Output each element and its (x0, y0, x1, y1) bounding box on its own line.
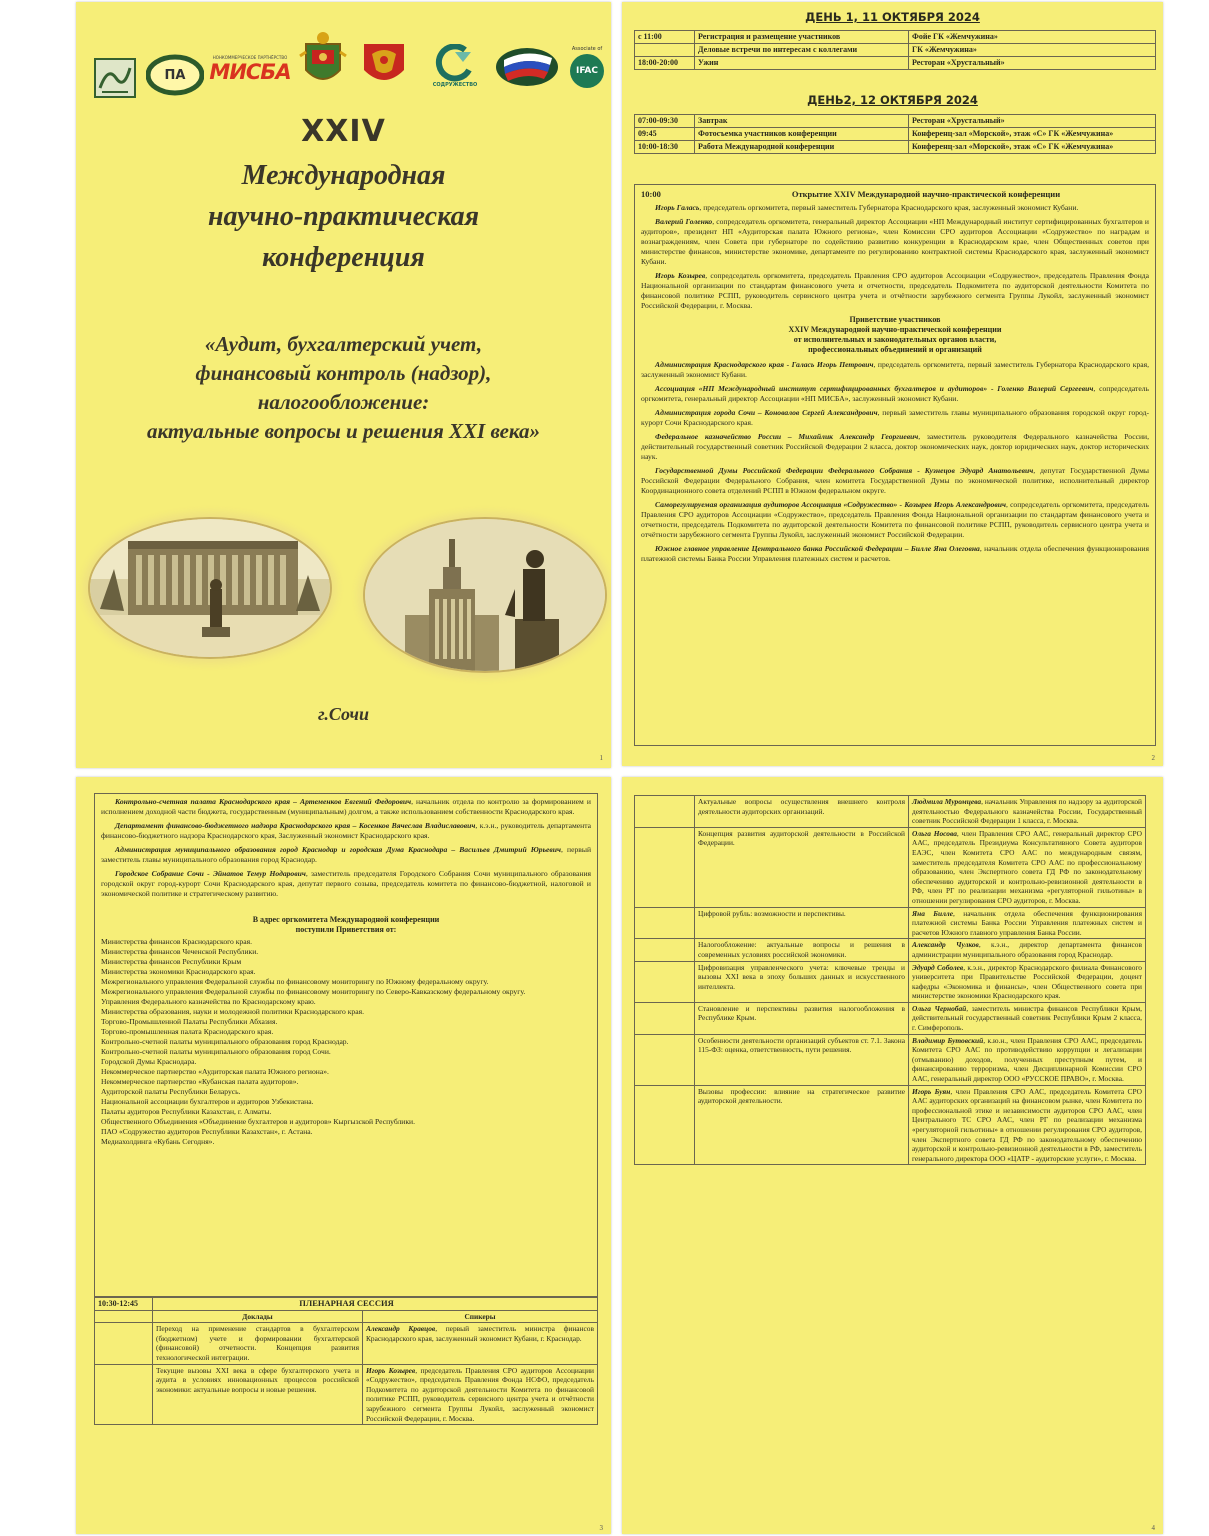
table-row (635, 827, 1146, 907)
time-cell: с 11:00 (635, 31, 695, 44)
opening-block (634, 184, 1156, 746)
sodruzhestvo-logo-text: СОДРУЖЕСТВО (432, 82, 478, 88)
day1-heading: ДЕНЬ 1, 11 ОКТЯБРЯ 2024 (805, 10, 980, 24)
address-list-item: Министерства образования, науки и молодежной политики Краснодарского края. (101, 1007, 364, 1016)
report-topic: Переход на применение стандартов в бухгалтерском (бюджетном) учете и формировании бухгалтерской (финансовой) отчетности. Концепция развития технологической интеграции. (153, 1323, 363, 1364)
report-topic: Цифровизация управленческого учета: ключевые тренды и вызовы XXI века в эпоху больших данных и искусственного интеллекта. (695, 961, 909, 1002)
building-photo-right (363, 517, 607, 673)
address-list-item: Некоммерческое партнерство «Кубанская палата аудиторов». (101, 1077, 299, 1086)
event-cell: Деловые встречи по интересам с коллегами (695, 44, 909, 57)
fund-logo (94, 58, 136, 98)
building-photo-left (88, 517, 332, 659)
opening-time: 10:00 (641, 189, 661, 199)
place-cell: Ресторан «Хрустальный» (909, 57, 1156, 70)
greeting-item: Администрация муниципального образования город Краснодар и городская Дума Краснодара – Васильев Дмитрий Юрьевич, первый заместитель главы муниципального образования город Краснодар. (101, 845, 592, 864)
page-number: 3 (599, 1524, 603, 1532)
russian-flag-emblem-icon (494, 46, 560, 88)
table-row (635, 939, 1146, 961)
report-topic: Становление и перспективы развития налогообложения в Республике Крым. (695, 1002, 909, 1034)
address-list-item: Национальной ассоциации бухгалтеров и аудиторов Узбекистана. (101, 1097, 314, 1106)
title-line-3: конференция (262, 242, 425, 273)
day2-heading: ДЕНЬ2, 12 ОКТЯБРЯ 2024 (807, 93, 978, 107)
address-list-item: Торгово-Промышленной Палаты Республики Абхазия. (101, 1017, 278, 1026)
time-cell (635, 44, 695, 57)
ifac-logo-text: IFAC (575, 66, 599, 76)
address-list-item: Некоммерческое партнерство «Аудиторская палата Южного региона». (101, 1067, 329, 1076)
russia-coat-of-arms-icon (358, 36, 410, 92)
greeting-item: Департамент финансово-бюджетного надзора Краснодарского края – Косенков Вячеслав Владиславович, к.э.н., руководитель департамента финансово-бюджетного надзора Краснодарского края, Заслуженный экономист Краснодарского края. (101, 821, 591, 840)
greeting-item: Государственной Думы Российской Федерации Федерального Собрания - Кузнецов Эдуард Анатольевич, депутат Государственной Думы Российской Федерации Федерального Собрания, член комитета Государственной Думы по экономической политике, исполнительный директор Координационного совета отделений РСПП в Южном федеральном округе. (641, 466, 1149, 495)
address-list-item: Общественного Объединения «Объединение бухгалтеров и аудиторов» Кыргызской Республики. (101, 1117, 416, 1126)
address-title-1: В адрес оргкомитета Международной конференции (252, 915, 440, 924)
address-list-item: Контрольно-счетной палаты муниципального образования город Сочи. (101, 1047, 331, 1056)
opening-speaker-2: Валерий Голенко, сопредседатель оргкомитета, генеральный директор Ассоциации «НП Международный институт сертифицированных бухгалтеров и аудиторов», президент НП «Аудиторская палата Южного региона», член Комиссии СРО аудиторов Ассоциации «Содружество» по наградам и вознаграждениям, член Совета при губернаторе по содействию развитию конкуренции в Краснодарском крае, член Общественных советов при министерстве финансов, министерстве экономике, департаменте по регулированию контрактной системы Краснодарского края, заслуженный экономист Кубани. (641, 217, 1149, 266)
table-row (635, 31, 1156, 44)
title-line-2: научно-практическая (207, 201, 480, 232)
speaker-info: Эдуард Соболев, к.э.н., директор Краснодарского филиала Финансового университета при Правительстве Российской Федерации, доцент кафедры «Экономика и финансы», член Общественного совета при министерстве экономики Краснодарского края. (909, 961, 1146, 1002)
opening-speaker-1: Игорь Галась, председатель оргкомитета, первый заместитель Губернатора Краснодарского края, заслуженный экономист Кубани. (655, 203, 1079, 212)
place-cell: ГК «Жемчужина» (909, 44, 1156, 57)
page-number: 1 (599, 754, 603, 762)
table-row (635, 1034, 1146, 1085)
misba-logo-text: МИСБА (209, 59, 291, 84)
greeting-item: Администрация города Сочи – Коновалов Сергей Александрович, первый заместитель главы муниципального образования городской округ город-курорт Сочи Краснодарского края. (641, 408, 1149, 427)
time-cell: 18:00-20:00 (635, 57, 695, 70)
speaker-info: Игорь Козырев, председатель Правления СРО аудиторов Ассоциации «Содружество», председатель Правления Фонда НСФО, председатель Подкомитета по аудиторской деятельности Комитета по финансовой политике РСПП, руководитель сервисного центра учета и отчётности зарубежного сегмента Группы Лукойл, заслуженный экономист Российской Федерации, г. Москва. (363, 1364, 598, 1425)
address-list-item: Межрегионального управления Федеральной службы по финансовому мониторингу по Южному федеральному округу. (101, 977, 489, 986)
report-topic: Налогообложение: актуальные вопросы и решения в современных условиях российской экономики. (695, 939, 909, 961)
address-list (101, 937, 591, 1147)
misba-logo (210, 42, 290, 96)
page-number: 4 (1151, 1524, 1155, 1532)
address-list-item: Медиахолдинга «Кубань Сегодня». (101, 1137, 215, 1146)
col-reports: Доклады (153, 1310, 363, 1323)
ifac-badge-icon (570, 54, 604, 88)
speaker-info: Яна Билле, начальник отдела обеспечения функционирования платежной системы Банка России Управления платежных систем и расчетов Южного главного управления Банка России. (909, 907, 1146, 939)
place-cell: Ресторан «Хрустальный» (909, 115, 1156, 128)
address-list-item: Контрольно-счетной палаты муниципального образования город Краснодар. (101, 1037, 349, 1046)
program-page-4 (622, 777, 1163, 1534)
speaker-info: Александр Чулков, к.э.н., директор департамента финансов администрации муниципального образования город Краснодар. (909, 939, 1146, 961)
opening-speaker-3: Игорь Козырев, сопредседатель оргкомитета, председатель Правления СРО аудиторов Ассоциации «Содружество», председатель Правления Фонда Национальной организации по стандартам финансового учета и отчетности, председатель Подкомитета по аудиторской деятельности Комитета по финансовой политике РСПП, руководитель сервисного центра учета и отчётности зарубежного сегмента Группы Лукойл, заслуженный экономист Российской Федерации, г. Москва. (641, 271, 1149, 310)
table-row (635, 115, 1156, 128)
speaker-info: Владимир Бутовский, к.ю.н., член Правления СРО ААС, председатель Комитета СРО ААС по противодействию коррупции и легализации (отмыванию) доходов, полученных преступным путем, и финансированию терроризма, член Дисциплинарной Комиссии СРО ААС, генеральный директор ООО «РУССКОЕ ПРАВО», г. Москва. (909, 1034, 1146, 1085)
greeting-item: Контрольно-счетная палата Краснодарского края – Артеменков Евгений Федорович, начальник отдела по контролю за формированием и исполнением доходной части бюджета, государственным (муниципальным) долгом, а также использованием собственности Краснодарского края. (101, 797, 591, 816)
greeting-title-1: Приветствие участников (849, 315, 941, 324)
table-row (635, 1085, 1146, 1165)
table-row (635, 1002, 1146, 1034)
misba-caption: НОНКОММЕРЧЕСКОЕ ПАРТНЁРСТВО (212, 54, 288, 60)
table-row (95, 1364, 598, 1425)
program-page-2 (622, 2, 1163, 766)
time-cell: 07:00-09:30 (635, 115, 695, 128)
table-row (635, 961, 1146, 1002)
table-row (635, 57, 1156, 70)
program-page-3 (76, 777, 611, 1534)
address-list-item: Городской Думы Краснодара. (101, 1057, 197, 1066)
edition-number: XXIV (301, 114, 386, 149)
session-header-row (95, 1298, 598, 1311)
event-cell: Ужин (695, 57, 909, 70)
report-topic: Особенности деятельности организаций субъектов ст. 7.1. Закона 115-ФЗ: оценка, ответственность, пути решения. (695, 1034, 909, 1085)
greeting-item: Администрация Краснодарского края - Галась Игорь Петрович, председатель оргкомитета, первый заместитель Губернатора Краснодарского края, заслуженный экономист Кубани. (641, 360, 1149, 379)
greeting-title-2: XXIV Международной научно-практической конференции (788, 325, 1002, 334)
session-title: ПЛЕНАРНАЯ СЕССИЯ (153, 1298, 598, 1311)
report-topic: Актуальные вопросы осуществления внешнего контроля деятельности аудиторских организаций. (695, 796, 909, 828)
greeting-item: Саморегулируемая организация аудиторов Ассоциация «Содружество» - Козырев Игорь Александрович, сопредседатель оргкомитета, председатель Правления СРО аудиторов Ассоциации «Содружество», председатель Правления Фонда Национальной организации по стандартам финансового учета и отчетности, председатель Подкомитета по аудиторской деятельности Комитета по финансовой политике РСПП, руководитель сервисного центра учета и отчётности зарубежного сегмента Группы Лукойл, заслуженный экономист Российской Федерации. (641, 500, 1149, 539)
krasnodar-coat-of-arms-icon (298, 30, 348, 92)
address-list-item: Министерства финансов Краснодарского края. (101, 937, 252, 946)
address-list-item: ПАО «Содружество аудиторов Республики Казахстан», г. Астана. (101, 1127, 313, 1136)
address-title-2: поступили Приветствия от: (295, 925, 397, 934)
table-row (635, 907, 1146, 939)
address-list-item: Палаты аудиторов Республики Казахстан, г. Алматы. (101, 1107, 272, 1116)
subtitle-line-1: «Аудит, бухгалтерский учет, (204, 332, 483, 356)
address-list-item: Министерства финансов Чеченской Республики. (101, 947, 259, 956)
report-topic: Текущие вызовы XXI века в сфере бухгалтерского учета и аудита в условиях инновационных процессов российской экономики: актуальные вопросы и новые решения. (153, 1364, 363, 1425)
time-cell: 09:45 (635, 128, 695, 141)
report-topic: Концепция развития аудиторской деятельности в Российской Федерации. (695, 827, 909, 907)
cover-page (76, 2, 611, 768)
speaker-info: Ольга Носова, член Правления СРО ААС, генеральный директор СРО ААС, председатель Президиума Консультативного Совета аудиторов ЕАЭС, член Комитета СРО ААС по международным связям, заместитель председателя Комитета СРО ААС по профессиональному образованию, член Экспертного совета ГД РФ по законодательному обеспечению аудиторской и контрольно-ревизионной деятельности в РФ, член РГ по реализации механизма «регуляторной гильотины» в отношении регулирования СРО аудиторов, г. Москва. (909, 827, 1146, 907)
speaker-info: Людмила Муромцева, начальник Управления по надзору за аудиторской деятельностью Федерального казначейства России, Государственный советник Российской Федерации 1 класса, г. Москва. (909, 796, 1146, 828)
page-number: 2 (1151, 754, 1155, 762)
time-cell: 10:00-18:30 (635, 141, 695, 154)
plenary-session-table (94, 1297, 598, 1425)
table-row (635, 44, 1156, 57)
pa-logo (146, 54, 204, 96)
logo-row (90, 30, 603, 100)
subtitle-line-2: финансовый контроль (надзор), (195, 361, 492, 385)
table-row (95, 1323, 598, 1364)
report-topic: Вызовы профессии: влияние на стратегическое развитие аудиторской деятельности. (695, 1085, 909, 1165)
ifac-logo (566, 38, 608, 96)
table-row (635, 141, 1156, 154)
report-topic: Цифровой рубль: возможности и перспективы. (695, 907, 909, 939)
greetings-continued-block (94, 793, 598, 1297)
address-list-item: Торгово-промышленная палата Краснодарского края. (101, 1027, 274, 1036)
event-cell: Работа Международной конференции (695, 141, 909, 154)
col-speakers: Спикеры (363, 1310, 598, 1323)
speaker-info: Ольга Чернобай, заместитель министра финансов Республики Крым, действительный государственный советник Республики Крым 2 класса, г. Симферополь. (909, 1002, 1146, 1034)
opening-title: Открытие XXIV Международной научно-практической конференции (791, 189, 1061, 199)
subtitle-line-3: налогообложение: (257, 390, 430, 414)
event-cell: Регистрация и размещение участников (695, 31, 909, 44)
place-cell: Фойе ГК «Жемчужина» (909, 31, 1156, 44)
day1-schedule-table (634, 30, 1156, 70)
greeting-title-3: от исполнительных и законодательных органов власти, (793, 335, 997, 344)
speakers-table-continued (634, 795, 1146, 1165)
column-header-row (95, 1310, 598, 1323)
place-cell: Конференц-зал «Морской», этаж «С» ГК «Жемчужина» (909, 128, 1156, 141)
pa-logo-text: ПА (164, 67, 186, 83)
speaker-info: Игорь Буян, член Правления СРО ААС, председатель Комитета СРО ААС аудиторских организаций на финансовом рынке, член Комитета по профессиональной этике и независимости аудиторов СРО ААС, член Центрального ТС СРО ААС, член РГ по реализации механизма «регуляторной гильотины» в отношении регулирования СРО аудиторов, член Экспертного совета ГД РФ по законодательному обеспечению аудиторской и контрольно-ревизионной деятельности в РФ, заместитель генерального директора ООО «ЦАТР - аудиторские услуги», г. Москва. (909, 1085, 1146, 1165)
table-row (635, 128, 1156, 141)
event-cell: Фотосъемка участников конференции (695, 128, 909, 141)
place-cell: Конференц-зал «Морской», этаж «С» ГК «Жемчужина» (909, 141, 1156, 154)
greeting-item: Южное главное управление Центрального банка Российской Федерации – Билле Яна Олеговна, начальник отдела обеспечения функционирования платежной системы Банка России Управления платежных систем и расчетов. (641, 544, 1149, 563)
event-cell: Завтрак (695, 115, 909, 128)
day2-schedule-table (634, 114, 1156, 154)
speaker-info: Александр Кравцов, первый заместитель министра финансов Краснодарского края, заслуженный экономист Кубани, г. Краснодар. (363, 1323, 598, 1364)
city-label: г.Сочи (317, 704, 370, 724)
sodruzhestvo-logo (422, 36, 488, 96)
greeting-item: Городское Собрание Сочи - Эйнатов Темур Нодарович, заместитель председателя Городского Собрания Сочи муниципального образования городской округ город-курорт Сочи Краснодарского края, депутат первого созыва, председатель комитета по финансово-бюджетной, налоговой и экономической политике и стратегическому развитию. (101, 869, 592, 898)
address-list-item: Управления Федерального казначейства по Краснодарскому краю. (101, 997, 316, 1006)
title-line-1: Международная (241, 160, 446, 191)
table-row (635, 796, 1146, 828)
session-time: 10:30-12:45 (95, 1298, 153, 1311)
opening-header (641, 188, 1149, 200)
address-list-item: Министерства финансов Республики Крым (101, 957, 242, 966)
subtitle-line-4: актуальные вопросы и решения XXI века» (146, 419, 541, 443)
ifac-caption: Associate of (571, 46, 603, 52)
greeting-item: Ассоциация «НП Международный институт сертифицированных бухгалтеров и аудиторов» - Голенко Валерий Сергеевич, сопредседатель оргкомитета, генеральный директор Ассоциации «НП МИСБА», заслуженный экономист Кубани. (641, 384, 1150, 403)
address-list-item: Межрегионального управления Федеральной службы по финансовому мониторингу по Северо-Кавказскому федеральному округу. (101, 987, 526, 996)
greeting-item: Федеральное казначейство России – Михайлик Александр Георгиевич, заместитель руководителя Федерального казначейства России, действительный государственный советник Российской Федерации 2 класса, доктор экономических наук, доктор юридических наук, доктор исторических наук. (641, 432, 1149, 461)
address-list-item: Аудиторской палаты Республики Беларусь. (101, 1087, 241, 1096)
address-list-item: Министерства экономики Краснодарского края. (101, 967, 256, 976)
greeting-title-4: профессиональных объединений и организаций (808, 345, 982, 354)
